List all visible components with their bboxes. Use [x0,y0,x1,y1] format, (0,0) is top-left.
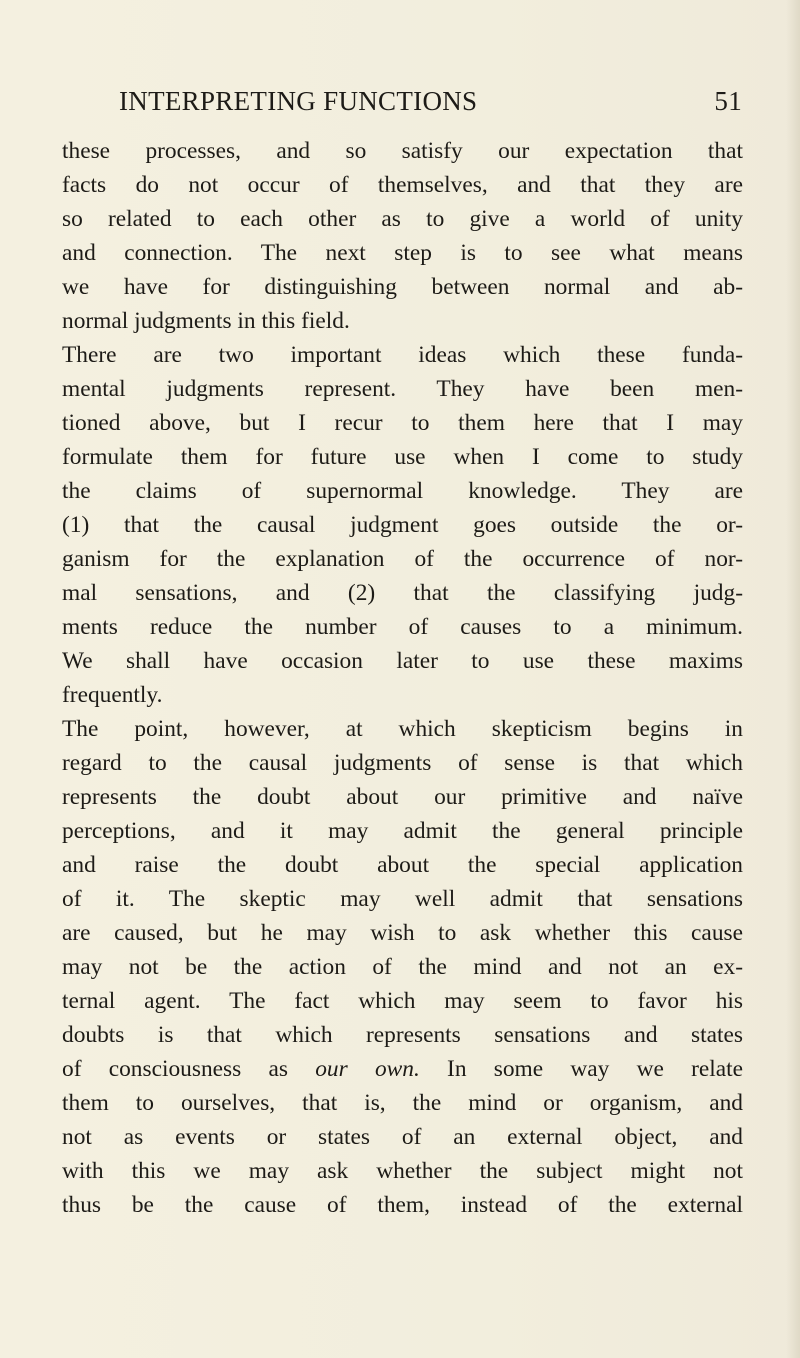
text-line: ternal agent. The fact which may seem to favor his [62,988,743,1014]
text-line: are caused, but he may wish to ask whether this cause [62,920,743,946]
text-line: (1) that the causal judgment goes outside the or- [62,512,743,538]
text-line: perceptions, and it may admit the general principle [62,818,743,844]
text-line: with this we may ask whether the subject might not [62,1158,743,1184]
running-head-title: INTERPRETING FUNCTIONS [119,86,478,116]
text-line: ments reduce the number of causes to a minimum. [62,614,743,640]
text-line: ganism for the explanation of the occurrence of nor- [62,546,743,572]
text-line: formulate them for future use when I come to study [62,444,743,470]
text-line: may not be the action of the mind and not an ex- [62,954,743,980]
text-line: so related to each other as to give a world of unity [62,206,743,232]
text-line: doubts is that which represents sensations and states [62,1022,743,1048]
body-text [62,134,743,1222]
running-head [56,86,742,126]
page-edge-shadow [786,0,800,1358]
text-line: the claims of supernormal knowledge. They are [62,478,743,504]
text-line: tioned above, but I recur to them here that I may [62,410,743,436]
text-line: mental judgments represent. They have been men- [62,376,743,402]
text-line: mal sensations, and (2) that the classifying judg- [62,580,743,606]
text-line: not as events or states of an external object, and [62,1124,743,1150]
text-line: We shall have occasion later to use these maxims [62,648,743,674]
paragraph-start-line: There are two important ideas which these funda- [62,342,743,368]
text-line: we have for distinguishing between normal and ab- [62,274,743,300]
paragraph-start-line: The point, however, at which skepticism begins in [62,716,743,742]
text-line: facts do not occur of themselves, and that they are [62,172,743,198]
page-number: 51 [714,86,742,116]
text-line: represents the doubt about our primitive and naïve [62,784,743,810]
text-line: frequently. [62,682,163,708]
text-line: regard to the causal judgments of sense is that which [62,750,743,776]
text-line: and raise the doubt about the special application [62,852,743,878]
text-line: and connection. The next step is to see what means [62,240,743,266]
text-line: these processes, and so satisfy our expectation that [62,138,743,164]
text-line: of it. The skeptic may well admit that sensations [62,886,743,912]
text-line: thus be the cause of them, instead of the external [62,1192,743,1218]
italic-phrase: our own. [315,1056,420,1082]
text-line: normal judgments in this field. [62,308,350,334]
text-line: them to ourselves, that is, the mind or organism, and [62,1090,743,1116]
text-line-with-italic [62,1052,743,1086]
text-segment: of consciousness as [62,1056,316,1082]
text-segment: In some way we relate [419,1056,744,1082]
